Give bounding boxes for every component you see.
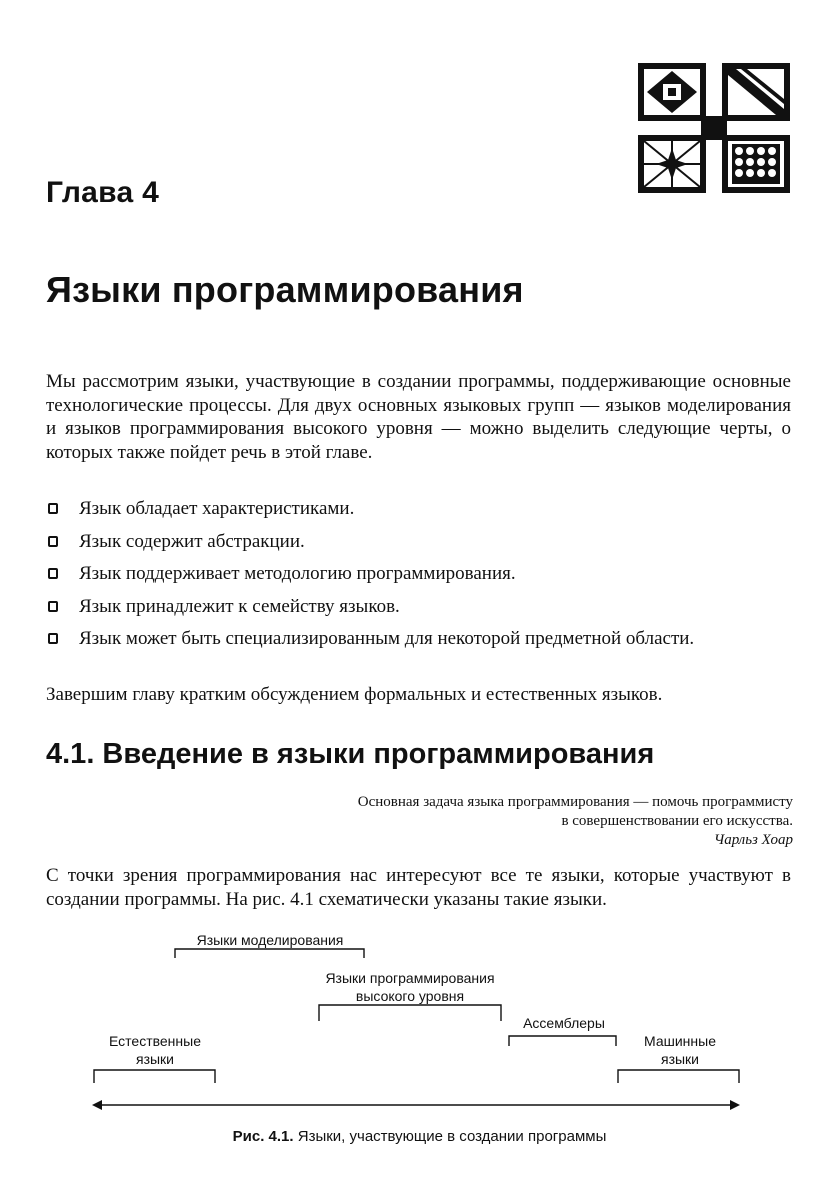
epigraph-line: Основная задача языка программирования — помочь программисту — [357, 794, 793, 810]
bracket-high-level — [319, 1005, 501, 1021]
label-natural: языки — [135, 1051, 175, 1067]
section-body-paragraph: С точки зрения программирования нас интересуют все те языки, которые участвуют в создании программы. На рис. 4.1 схематически указаны такие языки. — [46, 865, 791, 910]
diamond-tile-icon — [638, 63, 706, 121]
epigraph — [233, 793, 793, 850]
checkbox-bullet-icon — [48, 568, 58, 579]
caption-label: Рис. 4.1. — [232, 1128, 294, 1145]
checkbox-bullet-icon — [48, 503, 58, 514]
list-item: Язык содержит абстракции. — [46, 530, 791, 554]
caption-text: Языки, участвующие в создании программы — [297, 1128, 607, 1145]
epigraph-line: в совершенствовании его искусства. — [561, 813, 793, 829]
diagonal-tile-icon — [722, 63, 790, 121]
checkbox-bullet-icon — [48, 536, 58, 547]
checkbox-bullet-icon — [48, 601, 58, 612]
label-natural: Естественные — [108, 1033, 202, 1049]
figure-caption — [0, 1128, 839, 1145]
chapter-label: Глава 4 — [46, 176, 160, 209]
label-machine: Машинные — [644, 1033, 716, 1049]
label-modeling: Языки моделирования — [196, 932, 344, 948]
star-tile-icon — [638, 135, 706, 193]
label-high-level: высокого уровня — [355, 988, 465, 1004]
closing-paragraph: Завершим главу кратким обсуждением формальных и естественных языков. — [46, 684, 663, 705]
label-assemblers: Ассемблеры — [523, 1015, 605, 1031]
intro-paragraph: Мы рассмотрим языки, участвующие в создании программы, поддерживающие основные технологические процессы. Для двух основных языковых групп — языков моделирования и языков программирования высокого уровня — можно выделить следующие черты, о которых также пойдет речь в этой главе. — [46, 371, 791, 463]
bracket-assemblers — [509, 1036, 616, 1046]
list-item: Язык принадлежит к семейству языков. — [46, 595, 791, 619]
checkbox-bullet-icon — [48, 633, 58, 644]
bracket-machine — [618, 1070, 739, 1083]
feature-list — [46, 497, 791, 660]
chapter-emblem — [635, 60, 793, 196]
figure-diagram — [0, 925, 839, 1150]
dots-tile-icon — [722, 135, 790, 193]
list-item: Язык может быть специализированным для некоторой предметной области. — [46, 627, 791, 651]
bracket-modeling — [175, 949, 364, 958]
bracket-natural — [94, 1070, 215, 1083]
chapter-title: Языки программирования — [46, 269, 524, 310]
list-item: Язык обладает характеристиками. — [46, 497, 791, 521]
section-title: 4.1. Введение в языки программирования — [46, 738, 655, 770]
arrow-left-icon — [92, 1100, 102, 1110]
epigraph-author: Чарльз Хоар — [713, 832, 793, 848]
label-high-level: Языки программирования — [325, 970, 495, 986]
list-item: Язык поддерживает методологию программирования. — [46, 562, 791, 586]
label-machine: языки — [660, 1051, 700, 1067]
arrow-right-icon — [730, 1100, 740, 1110]
